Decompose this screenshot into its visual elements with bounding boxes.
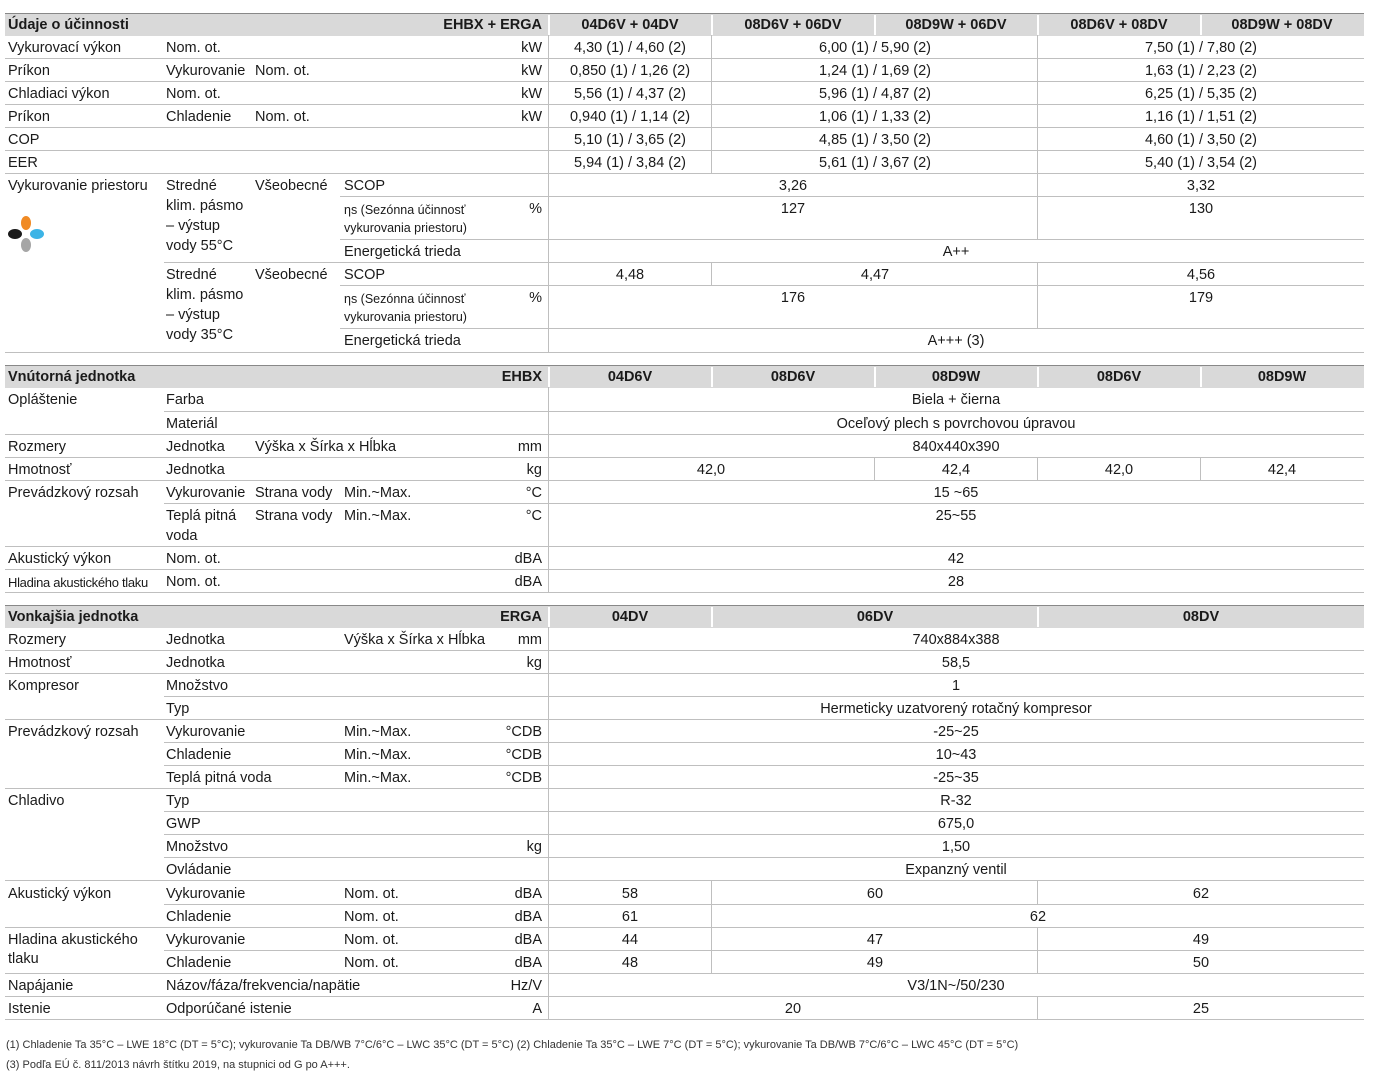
table-cell: 25 xyxy=(1192,1001,1210,1017)
table-cell: 42,4 xyxy=(941,462,971,478)
column-header: 04DV xyxy=(611,609,649,625)
table-cell: R-32 xyxy=(940,793,972,809)
table-cell: tlaku xyxy=(8,951,39,967)
table-cell: -25~35 xyxy=(933,770,979,786)
table-cell: 4,48 xyxy=(615,267,645,283)
table-cell: Príkon xyxy=(8,109,50,125)
table-cell: mm xyxy=(517,632,542,648)
table-cell: klim. pásmo xyxy=(166,198,244,214)
table-cell: Biela + čierna xyxy=(911,392,1001,408)
table-cell: Názov/fáza/frekvencia/napätie xyxy=(166,978,361,994)
table-cell: 5,61 (1) / 3,67 (2) xyxy=(818,155,932,171)
table-cell: 176 xyxy=(780,290,806,306)
table-cell: °CDB xyxy=(505,724,542,740)
table-cell: 130 xyxy=(1188,201,1214,217)
table-cell: Rozmery xyxy=(8,632,67,648)
table-cell: kW xyxy=(521,109,542,125)
table-cell: Výška x Šírka x Hĺbka xyxy=(255,439,397,455)
table-cell: A++ xyxy=(942,244,970,260)
table-cell: 47 xyxy=(866,932,884,948)
table-cell: V3/1N~/50/230 xyxy=(907,978,1005,994)
table-cell: 50 xyxy=(1192,955,1210,971)
table-cell: Akustický výkon xyxy=(8,551,112,567)
table-cell: -25~25 xyxy=(933,724,979,740)
table-cell: ηs (Sezónna účinnosť xyxy=(344,292,466,306)
table-cell: SCOP xyxy=(344,267,386,283)
table-cell: Odporúčané istenie xyxy=(166,1001,292,1017)
table-cell: kW xyxy=(521,40,542,56)
table-cell: Min.~Max. xyxy=(344,508,412,524)
table-cell: Množstvo xyxy=(166,678,229,694)
table-cell: Chladenie xyxy=(166,747,232,763)
table-cell: 61 xyxy=(621,909,639,925)
table-cell: 4,56 xyxy=(1186,267,1216,283)
table-cell: Vykurovanie xyxy=(166,485,246,501)
footnote: (1) Chladenie Ta 35°C – LWE 18°C (DT = 5°C); vykurovanie Ta DB/WB 7°C/6°C – LWC 35°C (DT = 5°C) (2) Chladenie Ta 35°C – LWE 7°C (DT = 5°C); vykurovanie Ta DB/WB 7°C/6°C – LWC 45°C (DT = 5°C) xyxy=(6,1039,1019,1051)
table-cell: Nom. ot. xyxy=(344,932,399,948)
table-cell: 20 xyxy=(784,1001,802,1017)
table-cell: 58,5 xyxy=(941,655,971,671)
table-cell: SCOP xyxy=(344,178,386,194)
table-cell: GWP xyxy=(166,816,201,832)
table-cell: % xyxy=(529,290,542,306)
table-cell: Chladenie xyxy=(166,955,232,971)
table-cell: vody 55°C xyxy=(166,238,234,254)
table-cell: vykurovania priestoru) xyxy=(344,310,467,324)
table-cell: Rozmery xyxy=(8,439,67,455)
column-header: 08D9W xyxy=(931,369,981,385)
table-cell: 6,25 (1) / 5,35 (2) xyxy=(1144,86,1258,102)
table-cell: 6,00 (1) / 5,90 (2) xyxy=(818,40,932,56)
table-cell: Vykurovací výkon xyxy=(8,40,122,56)
table-cell: Kompresor xyxy=(8,678,79,694)
table-cell: 1 xyxy=(951,678,961,694)
table-cell: Hz/V xyxy=(510,978,542,994)
table-cell: °C xyxy=(525,485,542,501)
column-header: 04D6V + 04DV xyxy=(581,17,679,33)
table-cell: Napájanie xyxy=(8,978,74,994)
table-cell: Hmotnosť xyxy=(8,462,72,478)
table-cell: Teplá pitná xyxy=(166,508,237,524)
table-cell: 0,850 (1) / 1,26 (2) xyxy=(569,63,691,79)
table-cell: Chladivo xyxy=(8,793,65,809)
table-cell: 0,940 (1) / 1,14 (2) xyxy=(569,109,691,125)
table-cell: Vykurovanie xyxy=(166,932,246,948)
column-header: 08D6V xyxy=(770,369,816,385)
table-cell: klim. pásmo xyxy=(166,287,244,303)
table-cell: Nom. ot. xyxy=(166,551,221,567)
table-cell: Hladina akustického tlaku xyxy=(8,575,148,590)
energy-label-icon xyxy=(6,212,46,254)
column-header: 08D6V + 08DV xyxy=(1070,17,1168,33)
table-cell: Nom. ot. xyxy=(344,955,399,971)
table-cell: dBA xyxy=(514,909,542,925)
table-cell: Jednotka xyxy=(166,632,225,648)
table-cell: 5,96 (1) / 4,87 (2) xyxy=(818,86,932,102)
table-cell: °CDB xyxy=(505,770,542,786)
table-cell: 48 xyxy=(621,955,639,971)
table-cell: Množstvo xyxy=(166,839,229,855)
table-cell: Energetická trieda xyxy=(344,333,461,349)
table-cell: 15 ~65 xyxy=(933,485,979,501)
table-cell: 179 xyxy=(1188,290,1214,306)
table-cell: Jednotka xyxy=(166,439,225,455)
table-cell: Oceľový plech s povrchovou úpravou xyxy=(836,416,1076,432)
table-cell: Nom. ot. xyxy=(344,909,399,925)
section-title: Údaje o účinnosti xyxy=(8,17,129,33)
table-cell: kW xyxy=(521,63,542,79)
table-cell: Min.~Max. xyxy=(344,770,412,786)
table-cell: 49 xyxy=(1192,932,1210,948)
table-cell: 3,26 xyxy=(778,178,808,194)
table-cell: 5,10 (1) / 3,65 (2) xyxy=(573,132,687,148)
table-cell: kW xyxy=(521,86,542,102)
table-cell: 1,06 (1) / 1,33 (2) xyxy=(818,109,932,125)
table-cell: Teplá pitná voda xyxy=(166,770,272,786)
table-cell: Min.~Max. xyxy=(344,724,412,740)
table-cell: Nom. ot. xyxy=(344,886,399,902)
table-cell: ηs (Sezónna účinnosť xyxy=(344,203,466,217)
table-cell: Typ xyxy=(166,793,190,809)
table-cell: Nom. ot. xyxy=(166,574,221,590)
table-cell: Nom. ot. xyxy=(255,63,310,79)
table-cell: – výstup xyxy=(166,307,220,323)
table-cell: Vykurovanie xyxy=(166,724,246,740)
table-cell: Chladenie xyxy=(166,109,232,125)
column-header: 08D9W + 08DV xyxy=(1231,17,1333,33)
table-cell: 5,40 (1) / 3,54 (2) xyxy=(1144,155,1258,171)
table-cell: 4,30 (1) / 4,60 (2) xyxy=(573,40,687,56)
table-cell: 60 xyxy=(866,886,884,902)
table-cell: 4,47 xyxy=(860,267,890,283)
section-title: Vnútorná jednotka xyxy=(8,369,136,385)
table-cell: Strana vody xyxy=(255,485,333,501)
table-cell: Príkon xyxy=(8,63,50,79)
table-cell: 44 xyxy=(621,932,639,948)
table-cell: Min.~Max. xyxy=(344,747,412,763)
table-cell: Energetická trieda xyxy=(344,244,461,260)
table-cell: Farba xyxy=(166,392,204,408)
table-cell: Expanzný ventil xyxy=(905,862,1007,878)
table-cell: Materiál xyxy=(166,416,218,432)
table-cell: 25~55 xyxy=(935,508,977,524)
table-cell: – výstup xyxy=(166,218,220,234)
table-cell: dBA xyxy=(514,932,542,948)
column-header: 08D6V xyxy=(1096,369,1142,385)
column-header: 08D9W xyxy=(1257,369,1307,385)
table-cell: Jednotka xyxy=(166,462,225,478)
table-cell: 42,0 xyxy=(696,462,726,478)
table-cell: 675,0 xyxy=(937,816,975,832)
table-cell: Prevádzkový rozsah xyxy=(8,724,139,740)
table-cell: kg xyxy=(526,655,542,671)
table-cell: Prevádzkový rozsah xyxy=(8,485,139,501)
table-cell: Hmotnosť xyxy=(8,655,72,671)
table-cell: Nom. ot. xyxy=(166,86,221,102)
table-cell: 5,56 (1) / 4,37 (2) xyxy=(573,86,687,102)
section-header-bar xyxy=(5,365,1364,388)
table-cell: kg xyxy=(526,839,542,855)
table-cell: 42 xyxy=(947,551,965,567)
table-cell: Stredné xyxy=(166,267,217,283)
section-title: Vonkajšia jednotka xyxy=(8,609,139,625)
table-cell: Strana vody xyxy=(255,508,333,524)
table-cell: Istenie xyxy=(8,1001,51,1017)
table-cell: 1,24 (1) / 1,69 (2) xyxy=(818,63,932,79)
table-cell: Ovládanie xyxy=(166,862,232,878)
table-cell: °C xyxy=(525,508,542,524)
table-cell: vykurovania priestoru) xyxy=(344,221,467,235)
table-cell: 10~43 xyxy=(935,747,977,763)
table-cell: mm xyxy=(517,439,542,455)
footnote: (3) Podľa EÚ č. 811/2013 návrh štítku 2019, na stupnici od G po A+++. xyxy=(6,1059,350,1071)
table-cell: EER xyxy=(8,155,38,171)
table-cell: Akustický výkon xyxy=(8,886,112,902)
table-cell: dBA xyxy=(514,886,542,902)
table-cell: 28 xyxy=(947,574,965,590)
table-cell: 3,32 xyxy=(1186,178,1216,194)
table-cell: Hermeticky uzatvorený rotačný kompresor xyxy=(820,701,1092,717)
table-cell: Typ xyxy=(166,701,190,717)
column-header: 04D6V xyxy=(607,369,653,385)
table-cell: dBA xyxy=(514,551,542,567)
table-cell: Stredné xyxy=(166,178,217,194)
table-cell: dBA xyxy=(514,574,542,590)
table-cell: 7,50 (1) / 7,80 (2) xyxy=(1144,40,1258,56)
table-cell: °CDB xyxy=(505,747,542,763)
model-label: ERGA xyxy=(500,609,542,625)
table-cell: Vykurovanie xyxy=(166,886,246,902)
table-cell: 49 xyxy=(866,955,884,971)
table-cell: A+++ (3) xyxy=(927,333,985,349)
model-label: EHBX + ERGA xyxy=(443,17,542,33)
column-header: 08DV xyxy=(1182,609,1220,625)
table-cell: 1,50 xyxy=(941,839,971,855)
table-cell: Chladenie xyxy=(166,909,232,925)
table-cell: 840x440x390 xyxy=(912,439,1000,455)
table-cell: 1,16 (1) / 1,51 (2) xyxy=(1144,109,1258,125)
table-cell: % xyxy=(529,201,542,217)
table-cell: Vykurovanie xyxy=(166,63,246,79)
table-cell: 42,4 xyxy=(1267,462,1297,478)
table-cell: Nom. ot. xyxy=(255,109,310,125)
table-cell: voda xyxy=(166,528,198,544)
table-cell: 62 xyxy=(1029,909,1047,925)
table-cell: Chladiaci výkon xyxy=(8,86,110,102)
column-header: 08D9W + 06DV xyxy=(905,17,1007,33)
table-cell: Výška x Šírka x Hĺbka xyxy=(344,632,486,648)
table-cell: 127 xyxy=(780,201,806,217)
table-cell: COP xyxy=(8,132,40,148)
section-header-bar xyxy=(5,605,1364,628)
table-cell: Všeobecné xyxy=(255,267,328,283)
table-cell: Jednotka xyxy=(166,655,225,671)
table-cell: 4,85 (1) / 3,50 (2) xyxy=(818,132,932,148)
table-cell: 1,63 (1) / 2,23 (2) xyxy=(1144,63,1258,79)
table-cell: 5,94 (1) / 3,84 (2) xyxy=(573,155,687,171)
table-cell: 740x884x388 xyxy=(912,632,1000,648)
table-cell: Všeobecné xyxy=(255,178,328,194)
table-cell: 58 xyxy=(621,886,639,902)
table-cell: Hladina akustického xyxy=(8,932,138,948)
space-heating-label: Vykurovanie priestoru xyxy=(8,178,148,194)
table-cell: 4,60 (1) / 3,50 (2) xyxy=(1144,132,1258,148)
table-cell: kg xyxy=(526,462,542,478)
column-header: 06DV xyxy=(856,609,894,625)
model-label: EHBX xyxy=(501,369,542,385)
column-header: 08D6V + 06DV xyxy=(744,17,842,33)
table-cell: Min.~Max. xyxy=(344,485,412,501)
table-cell: 42,0 xyxy=(1104,462,1134,478)
table-cell: Nom. ot. xyxy=(166,40,221,56)
table-cell: Opláštenie xyxy=(8,392,78,408)
table-cell: dBA xyxy=(514,955,542,971)
table-cell: A xyxy=(532,1001,542,1017)
table-cell: 62 xyxy=(1192,886,1210,902)
table-cell: vody 35°C xyxy=(166,327,234,343)
